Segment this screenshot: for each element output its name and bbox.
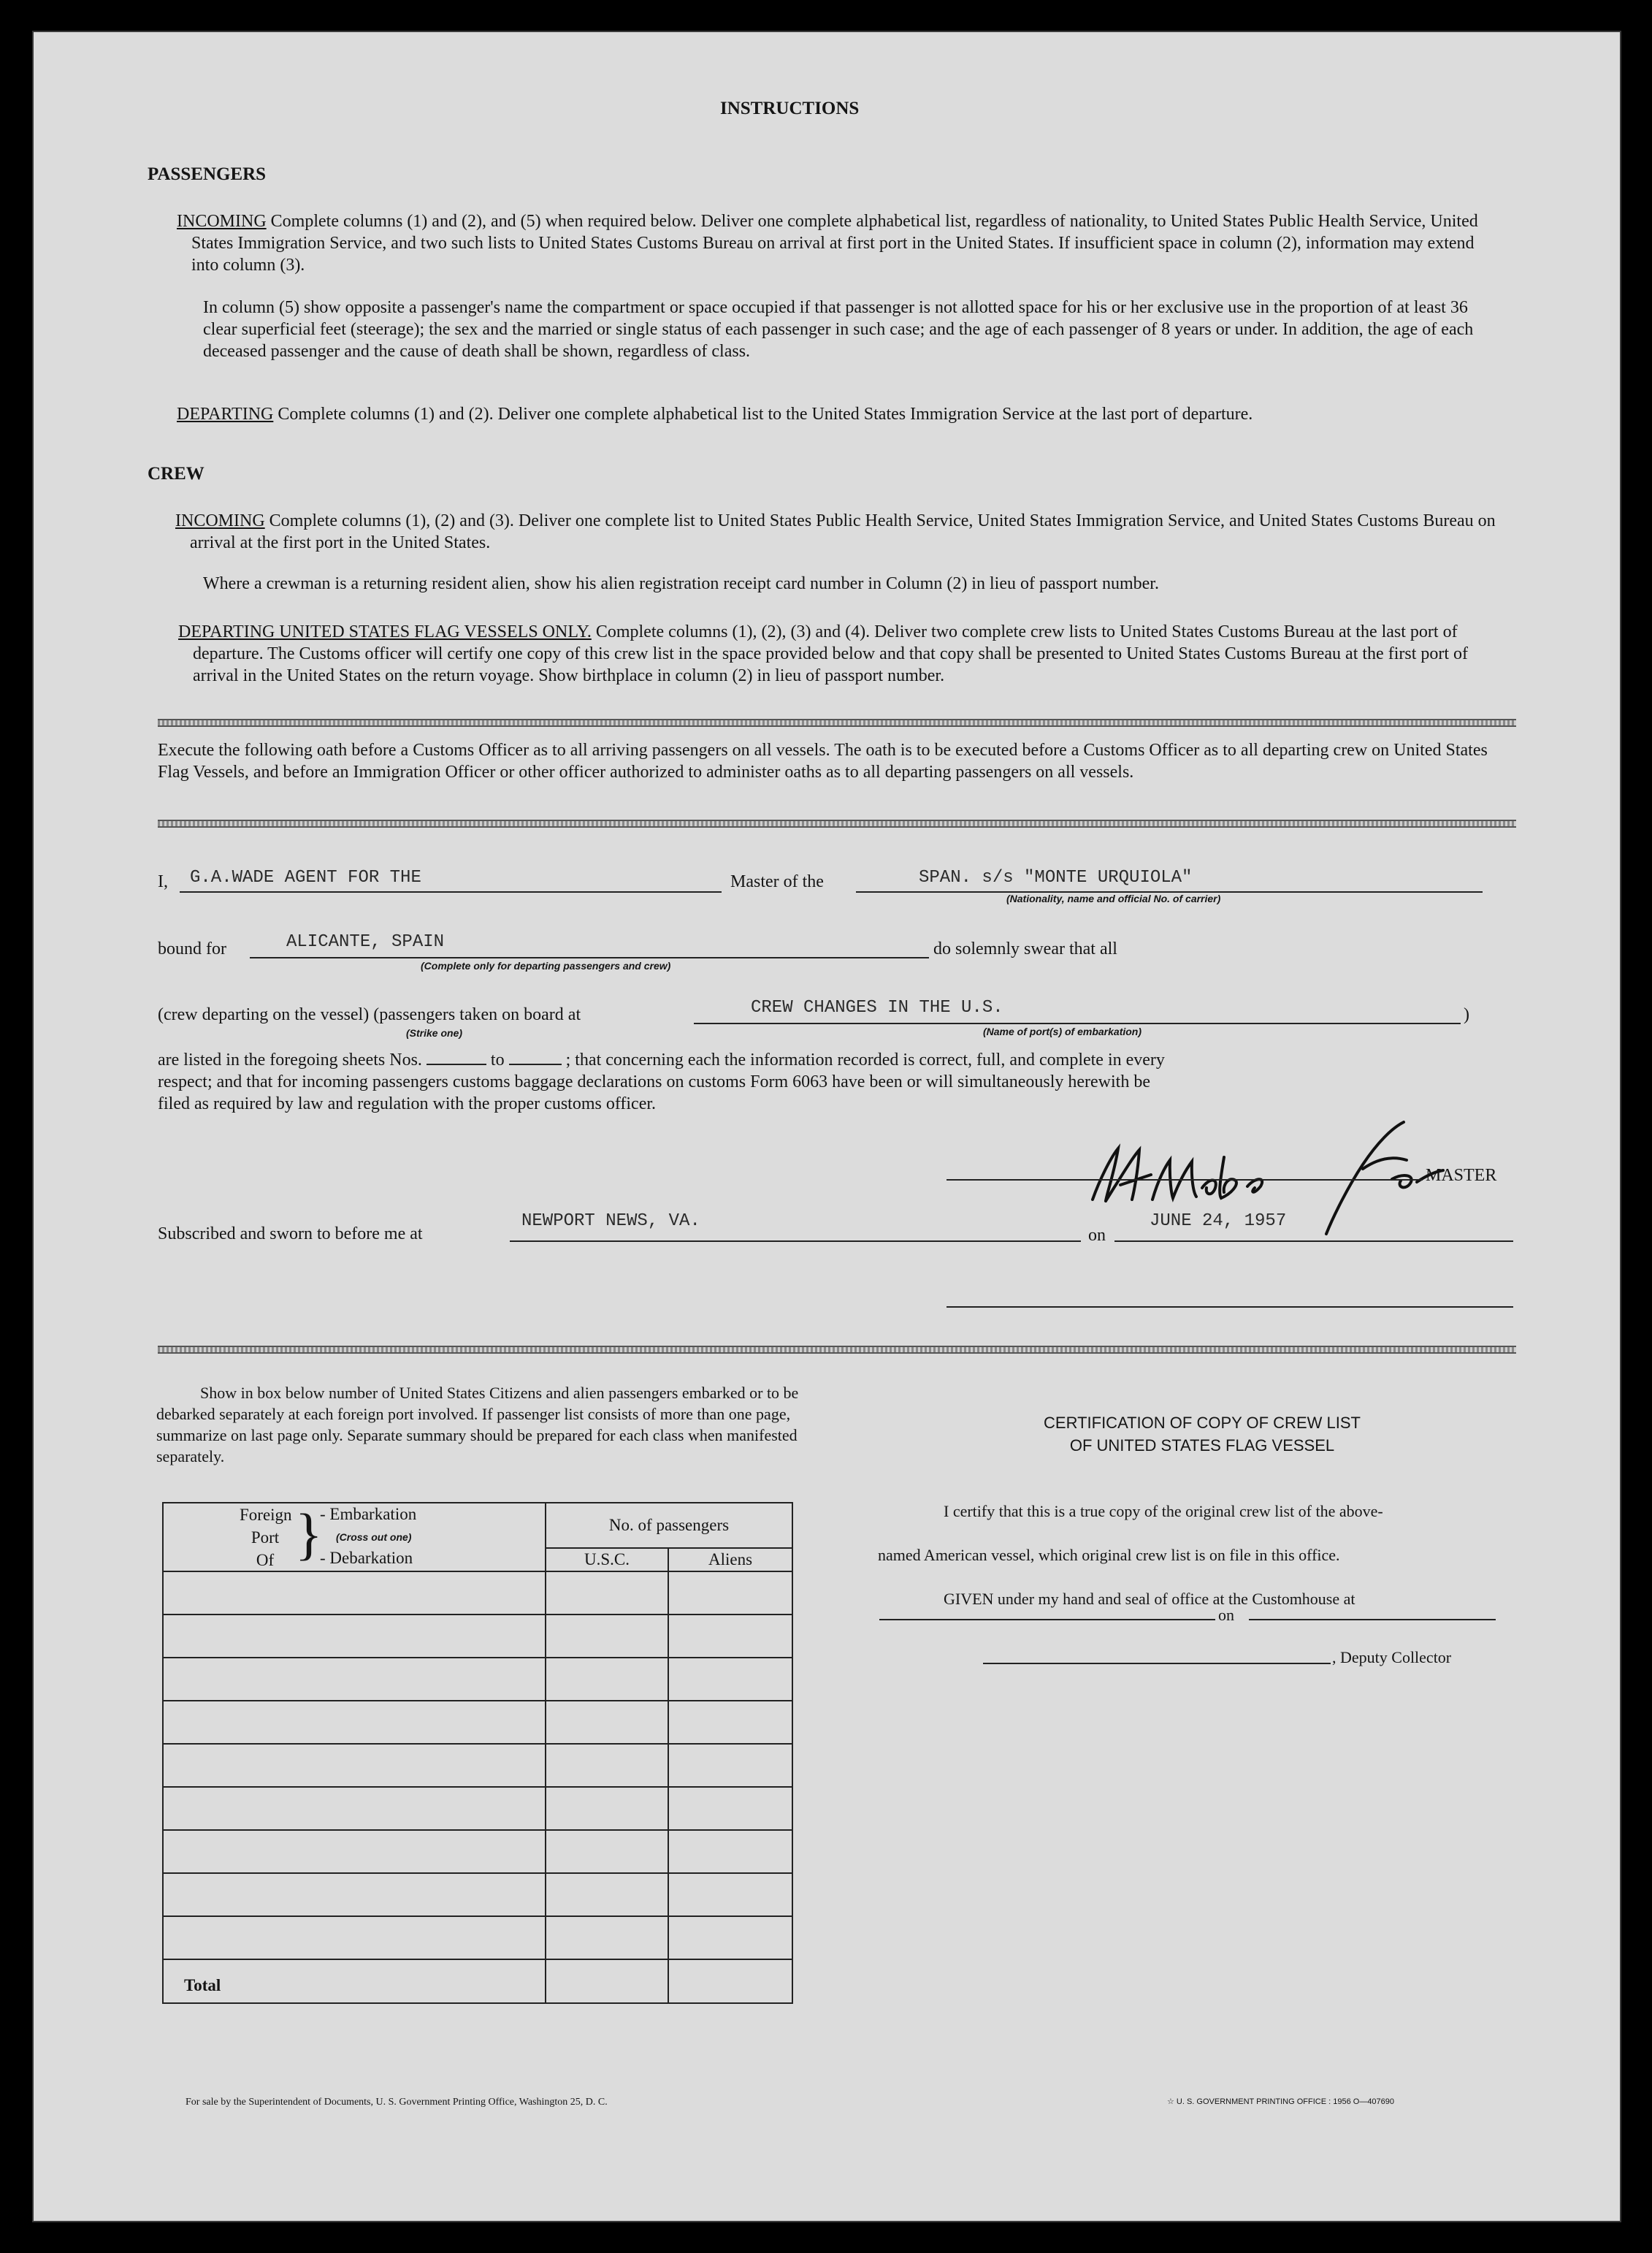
bound-for-field[interactable]: ALICANTE, SPAIN: [286, 932, 445, 952]
officer-signature-line: [947, 1306, 1513, 1308]
table-row: [163, 1916, 792, 1959]
port-cell[interactable]: [163, 1787, 546, 1830]
crew-departing-label: DEPARTING UNITED STATES FLAG VESSELS ONLY.: [178, 622, 592, 641]
foreign-port-label-2: Port: [251, 1528, 280, 1547]
crew-heading: CREW: [148, 464, 204, 484]
cross-out-caption: (Cross out one): [336, 1531, 412, 1543]
port-embarkation-field[interactable]: CREW CHANGES IN THE U.S.: [751, 998, 1003, 1018]
footer-left: For sale by the Superintendent of Documents, U. S. Government Printing Office, Washington 25, D. C.: [186, 2097, 608, 2108]
table-row: [163, 1744, 792, 1787]
crew-departing-text: Complete columns (1), (2), (3) and (4). Deliver two complete crew lists to United States Customs Bureau at the last port of departure. The Customs officer will certify one copy of this crew list in the space provided below and that copy shall be presented to United States Customs Bureau at the first port of arrival in the United States on the return voyage. Show birthplace in column (2) in lieu of passport number.: [193, 622, 1469, 685]
aliens-cell[interactable]: [668, 1744, 792, 1787]
swear-text: do solemnly swear that all: [933, 939, 1117, 958]
usc-cell[interactable]: [546, 1787, 668, 1830]
certification-text-1: I certify that this is a true copy of the original crew list of the above-: [944, 1502, 1383, 1520]
bound-caption: (Complete only for departing passengers and crew): [421, 960, 671, 972]
aliens-cell[interactable]: [668, 1615, 792, 1658]
crew-resident-paragraph: Where a crewman is a returning resident alien, show his alien registration receipt card number in Column (2) in lieu of passport number.: [203, 574, 1159, 593]
passengers-incoming-label: INCOMING: [177, 212, 267, 231]
agent-name-line: [180, 891, 722, 893]
port-cell[interactable]: [163, 1873, 546, 1916]
certification-title: [910, 1411, 1494, 1457]
listed-text-1: are listed in the foregoing sheets Nos.: [158, 1051, 422, 1070]
close-paren: ): [1464, 1005, 1469, 1024]
foreign-port-label-3: Of: [256, 1551, 275, 1569]
instructions-title: INSTRUCTIONS: [720, 99, 860, 118]
summary-note: Show in box below number of United States Citizens and alien passengers embarked or to be debarked separately at each foreign port involved. If passenger list consists of more than one page, summarize on last page only. Separate summary should be prepared for each class when manifested separately.: [156, 1384, 799, 1465]
usc-cell[interactable]: [546, 1873, 668, 1916]
total-label: Total: [163, 1959, 546, 2003]
aliens-cell[interactable]: [668, 1830, 792, 1873]
passengers-incoming-text: Complete columns (1) and (2), and (5) when required below. Deliver one complete alphabetical list, regardless of nationality, to United States Public Health Service, United States Immigration Service, and two such lists to United States Customs Bureau on arrival at first port in the United States. If insufficient space in column (2), information may extend into column (3).: [191, 212, 1478, 275]
foreign-port-header: [163, 1503, 546, 1571]
sheet-to-field[interactable]: [509, 1051, 562, 1065]
master-signature-line: [947, 1179, 1423, 1181]
crew-departing-option: [158, 1004, 581, 1026]
certification-date-line[interactable]: [1249, 1619, 1496, 1620]
table-row: [163, 1830, 792, 1873]
port-cell[interactable]: [163, 1571, 546, 1615]
sworn-place-line: [510, 1240, 1081, 1242]
oath-instruction: Execute the following oath before a Customs Officer as to all arriving passengers on all vessels. The oath is to be executed before a Customs Officer as to all departing crew on United States Flag Vessels, and before an Immigration Officer or other officer authorized to administer oaths as to all departing passengers on all vessels.: [158, 741, 1488, 782]
oath-i-label: I,: [158, 872, 168, 891]
passengers-heading: PASSENGERS: [148, 164, 267, 184]
bound-for-line: [250, 957, 929, 958]
port-cell[interactable]: [163, 1830, 546, 1873]
aliens-cell[interactable]: [668, 1916, 792, 1959]
port-cell[interactable]: [163, 1744, 546, 1787]
agent-name-field[interactable]: G.A.WADE AGENT FOR THE: [190, 868, 421, 888]
port-caption: (Name of port(s) of embarkation): [983, 1026, 1142, 1037]
usc-cell[interactable]: [546, 1830, 668, 1873]
table-row: [163, 1873, 792, 1916]
form-page: [32, 31, 1621, 2222]
table-row: [163, 1571, 792, 1615]
divider-3: [158, 1346, 1516, 1354]
master-of-label: Master of the: [730, 872, 824, 891]
sworn-on-label: on: [1088, 1226, 1106, 1245]
port-embarkation-line: [694, 1023, 1461, 1024]
port-cell[interactable]: [163, 1916, 546, 1959]
usc-cell[interactable]: [546, 1744, 668, 1787]
listed-line-1: [158, 1049, 1165, 1071]
certification-title-2: OF UNITED STATES FLAG VESSEL: [1069, 1436, 1335, 1455]
certification-text-3: GIVEN under my hand and seal of office at the Customhouse at: [944, 1590, 1355, 1608]
certification-on-label: on: [1218, 1606, 1234, 1624]
certification-title-1: CERTIFICATION OF COPY OF CREW LIST: [1044, 1414, 1361, 1432]
table-row: [163, 1615, 792, 1658]
table-row: [163, 1658, 792, 1701]
vessel-field[interactable]: SPAN. s/s "MONTE URQUIOLA": [919, 868, 1193, 888]
embarkation-label[interactable]: - Embarkation: [320, 1505, 417, 1523]
passengers-departing-label: DEPARTING: [177, 405, 274, 424]
listed-line-3: respect; and that for incoming passengers customs baggage declarations on customs Form 6063 have been or will simultaneously herewith be: [158, 1072, 1150, 1091]
deputy-collector-line[interactable]: [983, 1663, 1331, 1664]
sworn-date-field[interactable]: JUNE 24, 1957: [1150, 1211, 1287, 1231]
debarkation-label[interactable]: - Debarkation: [320, 1549, 413, 1567]
divider-1: [158, 719, 1516, 727]
table-row: [163, 1701, 792, 1744]
listed-text-2: ; that concerning each the information recorded is correct, full, and complete in every: [565, 1051, 1165, 1070]
passengers-departing-paragraph: [177, 403, 1499, 425]
customhouse-line[interactable]: [879, 1619, 1215, 1620]
certification-line-3: [914, 1588, 1355, 1610]
aliens-cell[interactable]: [668, 1873, 792, 1916]
certification-line-2: named American vessel, which original crew list is on file in this office.: [878, 1546, 1340, 1564]
crew-incoming-text: Complete columns (1), (2) and (3). Deliver one complete list to United States Public Health Service, United States Immigration Service, and United States Customs Bureau on arrival at the first port in the United States.: [190, 511, 1496, 552]
usc-cell[interactable]: [546, 1571, 668, 1615]
no-of-passengers-header: No. of passengers: [546, 1503, 792, 1548]
sheet-from-field[interactable]: [427, 1051, 486, 1065]
aliens-header: Aliens: [668, 1548, 792, 1571]
to-label: to: [490, 1051, 505, 1070]
divider-2: [158, 820, 1516, 828]
table-row: [163, 1787, 792, 1830]
aliens-cell[interactable]: [668, 1701, 792, 1744]
usc-cell[interactable]: [546, 1615, 668, 1658]
listed-line-4: filed as required by law and regulation with the proper customs officer.: [158, 1094, 657, 1113]
bound-for-label: bound for: [158, 939, 226, 958]
foreign-port-label-1: Foreign: [240, 1506, 292, 1524]
footer-right: ☆ U. S. GOVERNMENT PRINTING OFFICE : 1956 O—407690: [1167, 2097, 1395, 2106]
port-cell[interactable]: [163, 1658, 546, 1701]
crew-departing-paragraph: [178, 621, 1500, 687]
certification-line-1: [914, 1501, 1383, 1522]
brace-icon: }: [295, 1502, 323, 1566]
usc-cell[interactable]: [546, 1916, 668, 1959]
usc-cell[interactable]: [546, 1658, 668, 1701]
aliens-cell[interactable]: [668, 1571, 792, 1615]
vessel-caption: (Nationality, name and official No. of carrier): [1006, 893, 1221, 904]
deputy-collector-label: , Deputy Collector: [1332, 1648, 1452, 1666]
passenger-summary-table: [162, 1502, 793, 2004]
aliens-cell[interactable]: [668, 1658, 792, 1701]
total-row: [163, 1959, 792, 2003]
passengers-column5-paragraph: In column (5) show opposite a passenger's name the compartment or space occupied if that passenger is not allotted space for his or her exclusive use in the proportion of at least 36 clear superficial feet (steerage); the sex and the married or single status of each passenger in such case; and the age of each passenger of 8 years or under. In addition, the age of each deceased passenger and the cause of death shall be shown, regardless of class.: [203, 298, 1474, 361]
usc-total-cell[interactable]: [546, 1959, 668, 2003]
usc-cell[interactable]: [546, 1701, 668, 1744]
subscribed-label: Subscribed and sworn to before me at: [158, 1224, 423, 1243]
aliens-total-cell[interactable]: [668, 1959, 792, 2003]
strike-caption: (Strike one): [406, 1027, 463, 1039]
usc-header: U.S.C.: [546, 1548, 668, 1571]
aliens-cell[interactable]: [668, 1787, 792, 1830]
crew-incoming-paragraph: [175, 510, 1497, 554]
passengers-taken-text: (passengers taken on board at: [373, 1005, 581, 1024]
sworn-place-field[interactable]: NEWPORT NEWS, VA.: [521, 1211, 700, 1231]
crew-departing-text: (crew departing on the vessel): [158, 1005, 370, 1024]
crew-incoming-label: INCOMING: [175, 511, 265, 530]
passengers-incoming-paragraph: [177, 210, 1499, 276]
passengers-departing-text: Complete columns (1) and (2). Deliver one complete alphabetical list to the United States Immigration Service at the last port of departure.: [278, 405, 1253, 424]
sworn-date-line: [1114, 1240, 1513, 1242]
port-cell[interactable]: [163, 1615, 546, 1658]
master-label: MASTER: [1426, 1166, 1497, 1185]
port-cell[interactable]: [163, 1701, 546, 1744]
